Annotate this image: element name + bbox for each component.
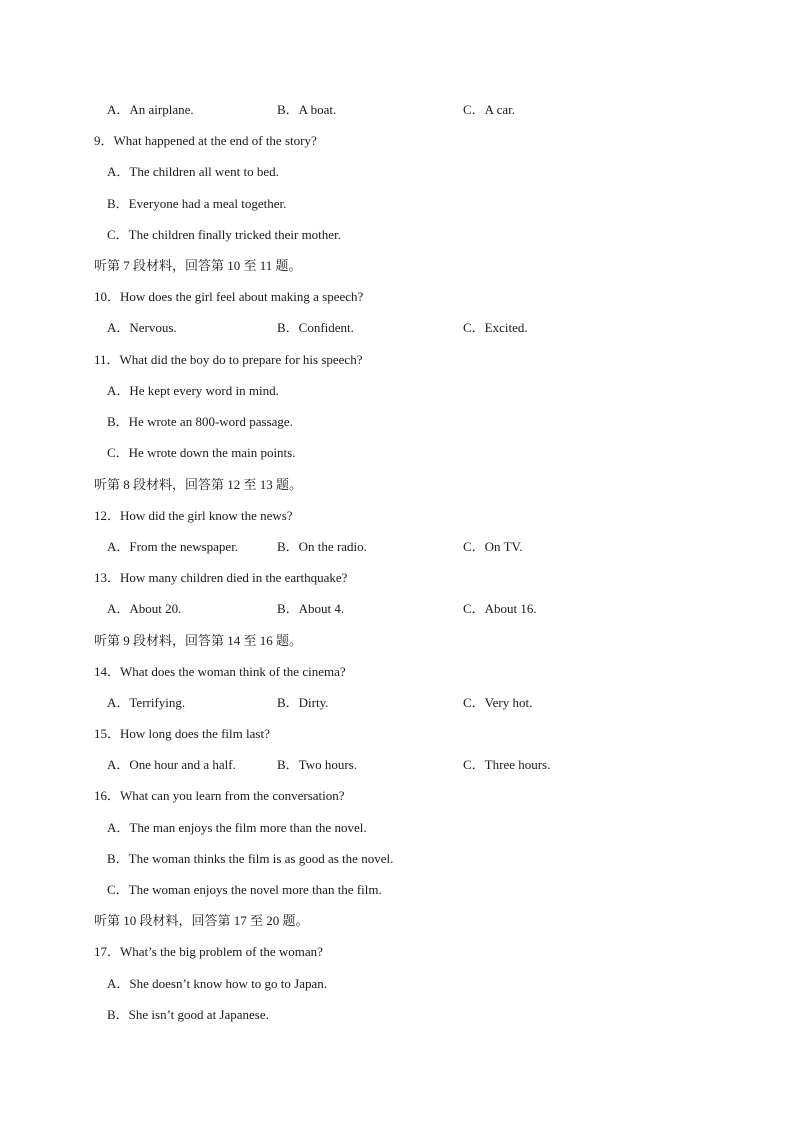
q15-option-a: A．One hour and a half. [107, 757, 236, 772]
q10-question: 10．How does the girl feel about making a speech? [94, 289, 364, 304]
q13-question: 13．How many children died in the earthquake? [94, 570, 348, 585]
q13-option-c: C．About 16. [463, 601, 537, 616]
q14-question: 14．What does the woman think of the cinema? [94, 664, 346, 679]
q15-option-c: C．Three hours. [463, 757, 551, 772]
q16-question: 16．What can you learn from the conversation? [94, 788, 345, 803]
q15-option-b: B．Two hours. [277, 757, 357, 772]
q14-option-b: B．Dirty. [277, 695, 329, 710]
q10-option-b: B．Confident. [277, 320, 354, 335]
q15-question: 15．How long does the film last? [94, 726, 270, 741]
q11-option-a: A．He kept every word in mind. [107, 383, 279, 398]
q9-option-c: C．The children finally tricked their mother. [107, 227, 341, 242]
q16-option-c: C．The woman enjoys the novel more than the film. [107, 882, 382, 897]
q8-option-c: C．A car. [463, 102, 515, 117]
section-9-heading: 听第 9 段材料，回答第 14 至 16 题。 [94, 633, 303, 648]
q9-option-b: B．Everyone had a meal together. [107, 196, 287, 211]
q10-option-a: A．Nervous. [107, 320, 177, 335]
section-10-heading: 听第 10 段材料，回答第 17 至 20 题。 [94, 913, 309, 928]
q12-question: 12．How did the girl know the news? [94, 508, 293, 523]
q11-option-b: B．He wrote an 800-word passage. [107, 414, 293, 429]
q9-question: 9．What happened at the end of the story? [94, 133, 317, 148]
section-8-heading: 听第 8 段材料，回答第 12 至 13 题。 [94, 477, 303, 492]
q17-question: 17．What’s the big problem of the woman? [94, 944, 323, 959]
q8-option-a: A．An airplane. [107, 102, 194, 117]
q12-option-c: C．On TV. [463, 539, 523, 554]
q13-option-b: B．About 4. [277, 601, 345, 616]
q11-option-c: C．He wrote down the main points. [107, 445, 296, 460]
section-7-heading: 听第 7 段材料，回答第 10 至 11 题。 [94, 258, 302, 273]
q16-option-a: A．The man enjoys the film more than the novel. [107, 820, 367, 835]
q10-option-c: C．Excited. [463, 320, 528, 335]
q8-option-b: B．A boat. [277, 102, 337, 117]
q13-option-a: A．About 20. [107, 601, 182, 616]
q17-option-a: A．She doesn’t know how to go to Japan. [107, 976, 328, 991]
q9-option-a: A．The children all went to bed. [107, 164, 279, 179]
q16-option-b: B．The woman thinks the film is as good as the novel. [107, 851, 394, 866]
q12-option-b: B．On the radio. [277, 539, 367, 554]
q17-option-b: B．She isn’t good at Japanese. [107, 1007, 269, 1022]
q14-option-a: A．Terrifying. [107, 695, 186, 710]
q11-question: 11．What did the boy do to prepare for his speech? [94, 352, 363, 367]
q12-option-a: A．From the newspaper. [107, 539, 239, 554]
q14-option-c: C．Very hot. [463, 695, 533, 710]
